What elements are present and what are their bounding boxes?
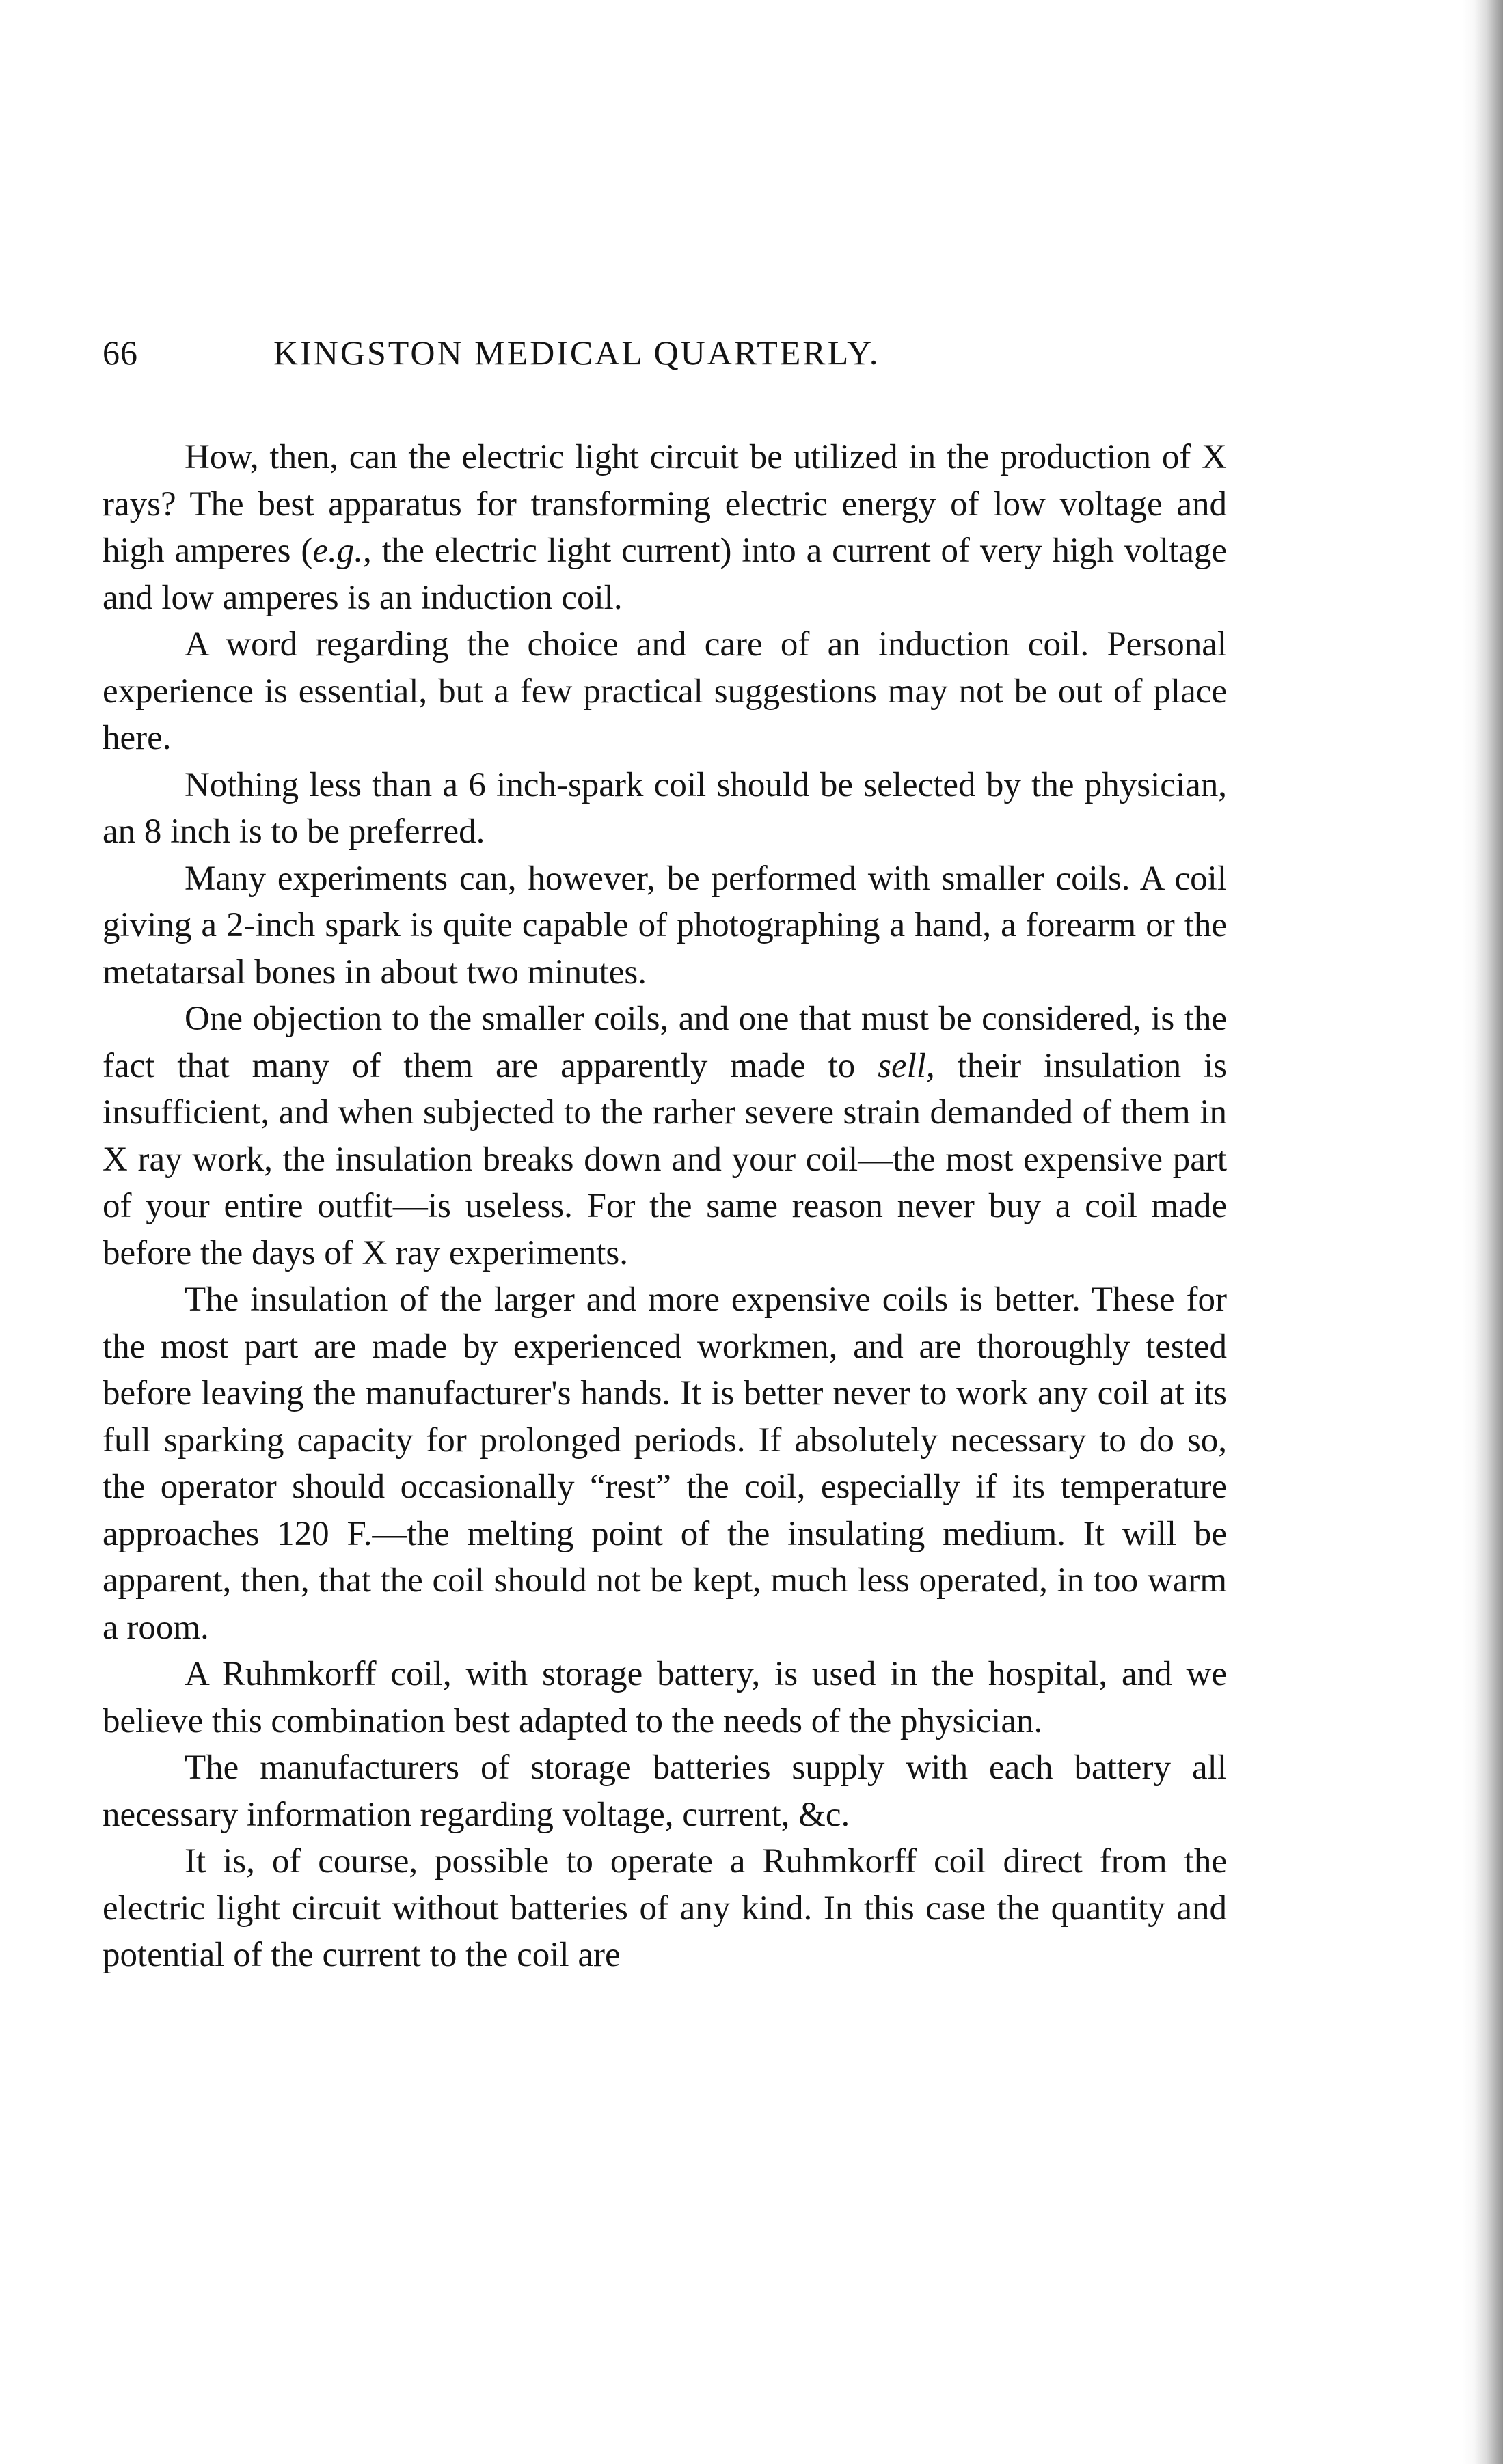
body-text	[103, 434, 1227, 1979]
paragraph-1-italic: e.g.	[312, 532, 363, 570]
paragraph-5-text-b: , their insulation is insufficient, and when subjected to the rarher severe strain demanded of them in X ray work, the insulation breaks down and your coil—the most expensive part of your entire outfit—is useless. For the same reason never buy a coil made before the days of X ray experiments.	[103, 1046, 1227, 1272]
paragraph-8: The manufacturers of storage batteries supply with each battery all necessary information regarding voltage, current, &c.	[103, 1749, 1227, 1834]
page-header	[103, 325, 1230, 380]
paragraph-1-text-a: How, then, can the electric light circuit be utilized in the production of X rays? The best apparatus for transforming electric energy of low voltage and high amperes (	[103, 438, 1227, 570]
page-number: 66	[103, 333, 138, 372]
paragraph-4: Many experiments can, however, be performed with smaller coils. A coil giving a 2-inch spark is quite capable of photographing a hand, a forearm or the metatarsal bones in about two minutes.	[103, 859, 1227, 991]
paragraph-9: It is, of course, possible to operate a Ruhmkorff coil direct from the electric light circuit without batteries of any kind. In this case the quantity and potential of the current to the coil are	[103, 1842, 1227, 1974]
paragraph-3: Nothing less than a 6 inch-spark coil should be selected by the physician, an 8 inch is to be preferred.	[103, 765, 1227, 851]
paragraph-1	[103, 434, 1227, 621]
paragraph-5-text-a: One objection to the smaller coils, and one that must be considered, is the fact that many of them are apparently made to	[103, 1000, 1227, 1085]
paragraph-5	[103, 996, 1227, 1276]
paragraph-7: A Ruhmkorff coil, with storage battery, is used in the hospital, and we believe this combination best adapted to the needs of the physician.	[103, 1655, 1227, 1740]
paragraph-2: A word regarding the choice and care of an induction coil. Personal experience is essential, but a few practical suggestions may not be out of place here.	[103, 625, 1227, 757]
paragraph-1-text-b: , the electric light current) into a current of very high voltage and low amperes is an induction coil.	[103, 532, 1228, 617]
paragraph-5-italic: sell	[878, 1046, 926, 1085]
page-binding-edge	[1462, 0, 1503, 2464]
paragraph-6: The insulation of the larger and more expensive coils is better. These for the most part are made by experienced workmen, and are thoroughly tested before leaving the manufacturer's hands. It is better never to work any coil at its full sparking capacity for prolonged periods. If absolutely necessary to do so, the operator should occasionally “rest” the coil, especially if its temperature approaches 120 F.—the melting point of the insulating medium. It will be apparent, then, that the coil should not be kept, much less operated, in too warm a room.	[103, 1281, 1227, 1647]
running-head: KINGSTON MEDICAL QUARTERLY.	[273, 333, 880, 372]
